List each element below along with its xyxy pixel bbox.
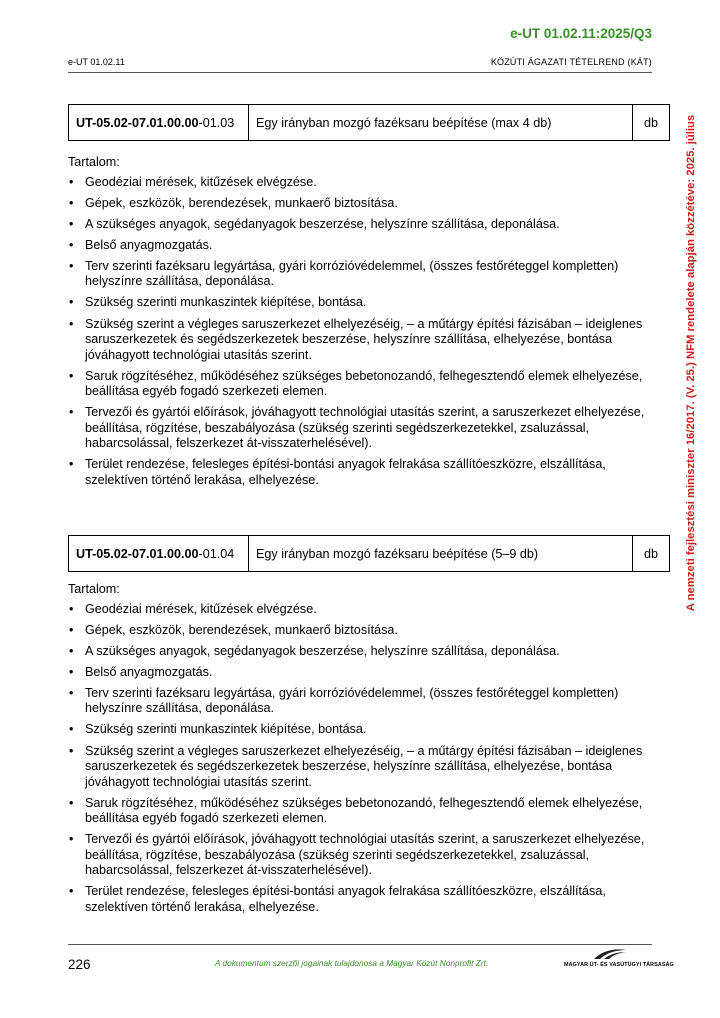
item-description: Egy irányban mozgó fazéksaru beépítése (max 4 db)	[249, 105, 633, 140]
item-unit: db	[643, 115, 658, 130]
side-publication-note	[684, 95, 698, 630]
list-item: • Belső anyagmozgatás.	[68, 238, 658, 254]
list-item: • Belső anyagmozgatás.	[68, 665, 658, 681]
organization-logo	[564, 947, 674, 971]
road-swoosh-icon	[592, 947, 628, 961]
list-item: • Terv szerinti fazéksaru legyártása, gyári korrózióvédelemmel, (összes festőréteggel kompletten) helyszínre szállítása, deponálása.	[68, 259, 658, 290]
list-item: • Saruk rögzítéséhez, működéséhez szükséges bebetonozandó, felhegesztendő elemek elhelyezése, beállítása egyéb fogadó szerkezeti elemen.	[68, 369, 658, 400]
list-item: • Gépek, eszközök, berendezések, munkaerő biztosítása.	[68, 623, 658, 639]
item-code-suffix: -01.03	[198, 115, 235, 130]
header-left-text: e-UT 01.02.11	[68, 57, 125, 67]
list-item: • Saruk rögzítéséhez, működéséhez szükséges bebetonozandó, felhegesztendő elemek elhelyezése, beállítása egyéb fogadó szerkezeti elemen.	[68, 796, 658, 827]
list-item: • Szükség szerinti munkaszintek kiépítése, bontása.	[68, 295, 658, 311]
item-code-cell	[69, 536, 249, 571]
content-bullet-list	[68, 175, 658, 489]
list-item: • Geodéziai mérések, kitűzések elvégzése.	[68, 602, 658, 618]
copyright-notice: A dokumentum szerzői jogainak tulajdonosa a Magyar Közút Nonprofit Zrt.	[215, 958, 489, 968]
logo-text: MAGYAR ÚT- ÉS VASÚTÜGYI TÁRSASÁG	[564, 962, 674, 968]
item-content-section	[68, 155, 658, 494]
side-note-text: A nemzeti fejlesztési miniszter 16/2017. (V. 25.) NFM rendelete alapján közzétéve: 2025. július	[685, 114, 697, 611]
page-number: 226	[68, 957, 91, 972]
footer-rule	[68, 944, 652, 945]
header-right-text: KÖZÚTI ÁGAZATI TÉTELREND (KÁT)	[490, 57, 652, 67]
item-content-section	[68, 582, 658, 921]
item-description: Egy irányban mozgó fazéksaru beépítése (5–9 db)	[249, 536, 633, 571]
list-item: • Szükség szerinti munkaszintek kiépítése, bontása.	[68, 722, 658, 738]
item-unit: db	[643, 546, 658, 561]
list-item: • Terület rendezése, felesleges építési-bontási anyagok felrakása szállítóeszközre, elszállítása, szelektíven történő lerakása, elhelyezése.	[68, 457, 658, 488]
list-item: • Terület rendezése, felesleges építési-bontási anyagok felrakása szállítóeszközre, elszállítása, szelektíven történő lerakása, elhelyezése.	[68, 884, 658, 915]
list-item: • Szükség szerint a végleges saruszerkezet elhelyezéséig, – a műtárgy építési fázisában – ideiglenes saruszerkezetek és segédszerkezetek beszerzése, helyszínre szállítása, elhelyezése, bontása jóváhagyott technológiai utasítás szerint.	[68, 744, 658, 791]
document-code: e-UT 01.02.11:2025/Q3	[510, 26, 652, 41]
list-item: • A szükséges anyagok, segédanyagok beszerzése, helyszínre szállítása, deponálása.	[68, 644, 658, 660]
item-code-main: UT-05.02-07.01.00.00	[76, 546, 199, 561]
list-item: • Geodéziai mérések, kitűzések elvégzése.	[68, 175, 658, 191]
item-header-table	[68, 535, 670, 572]
list-item: • Szükség szerint a végleges saruszerkezet elhelyezéséig, – a műtárgy építési fázisában – ideiglenes saruszerkezetek és segédszerkezetek beszerzése, helyszínre szállítása, elhelyezése, bontása jóváhagyott technológiai utasítás szerint.	[68, 317, 658, 364]
content-bullet-list	[68, 602, 658, 916]
list-item: • Tervezői és gyártói előírások, jóváhagyott technológiai utasítás szerint, a saruszerkezet elhelyezése, beállítása, rögzítése, beszabályozása (szükség szerinti segédszerkezetekkel, zsaluzással, habarcsolással, felszerkezet át-visszaterhelésével).	[68, 832, 658, 879]
list-item: • A szükséges anyagok, segédanyagok beszerzése, helyszínre szállítása, deponálása.	[68, 217, 658, 233]
content-label: Tartalom:	[68, 582, 120, 596]
item-code-suffix: -01.04	[198, 546, 235, 561]
list-item: • Terv szerinti fazéksaru legyártása, gyári korrózióvédelemmel, (összes festőréteggel kompletten) helyszínre szállítása, deponálása.	[68, 686, 658, 717]
header-rule	[68, 72, 652, 73]
list-item: • Gépek, eszközök, berendezések, munkaerő biztosítása.	[68, 196, 658, 212]
content-label: Tartalom:	[68, 155, 120, 169]
item-code-main: UT-05.02-07.01.00.00	[76, 115, 199, 130]
list-item: • Tervezői és gyártói előírások, jóváhagyott technológiai utasítás szerint, a saruszerkezet elhelyezése, beállítása, rögzítése, beszabályozása (szükség szerinti segédszerkezetekkel, zsaluzással, habarcsolással, felszerkezet át-visszaterhelésével).	[68, 405, 658, 452]
item-code-cell	[69, 105, 249, 140]
item-header-table	[68, 104, 670, 141]
